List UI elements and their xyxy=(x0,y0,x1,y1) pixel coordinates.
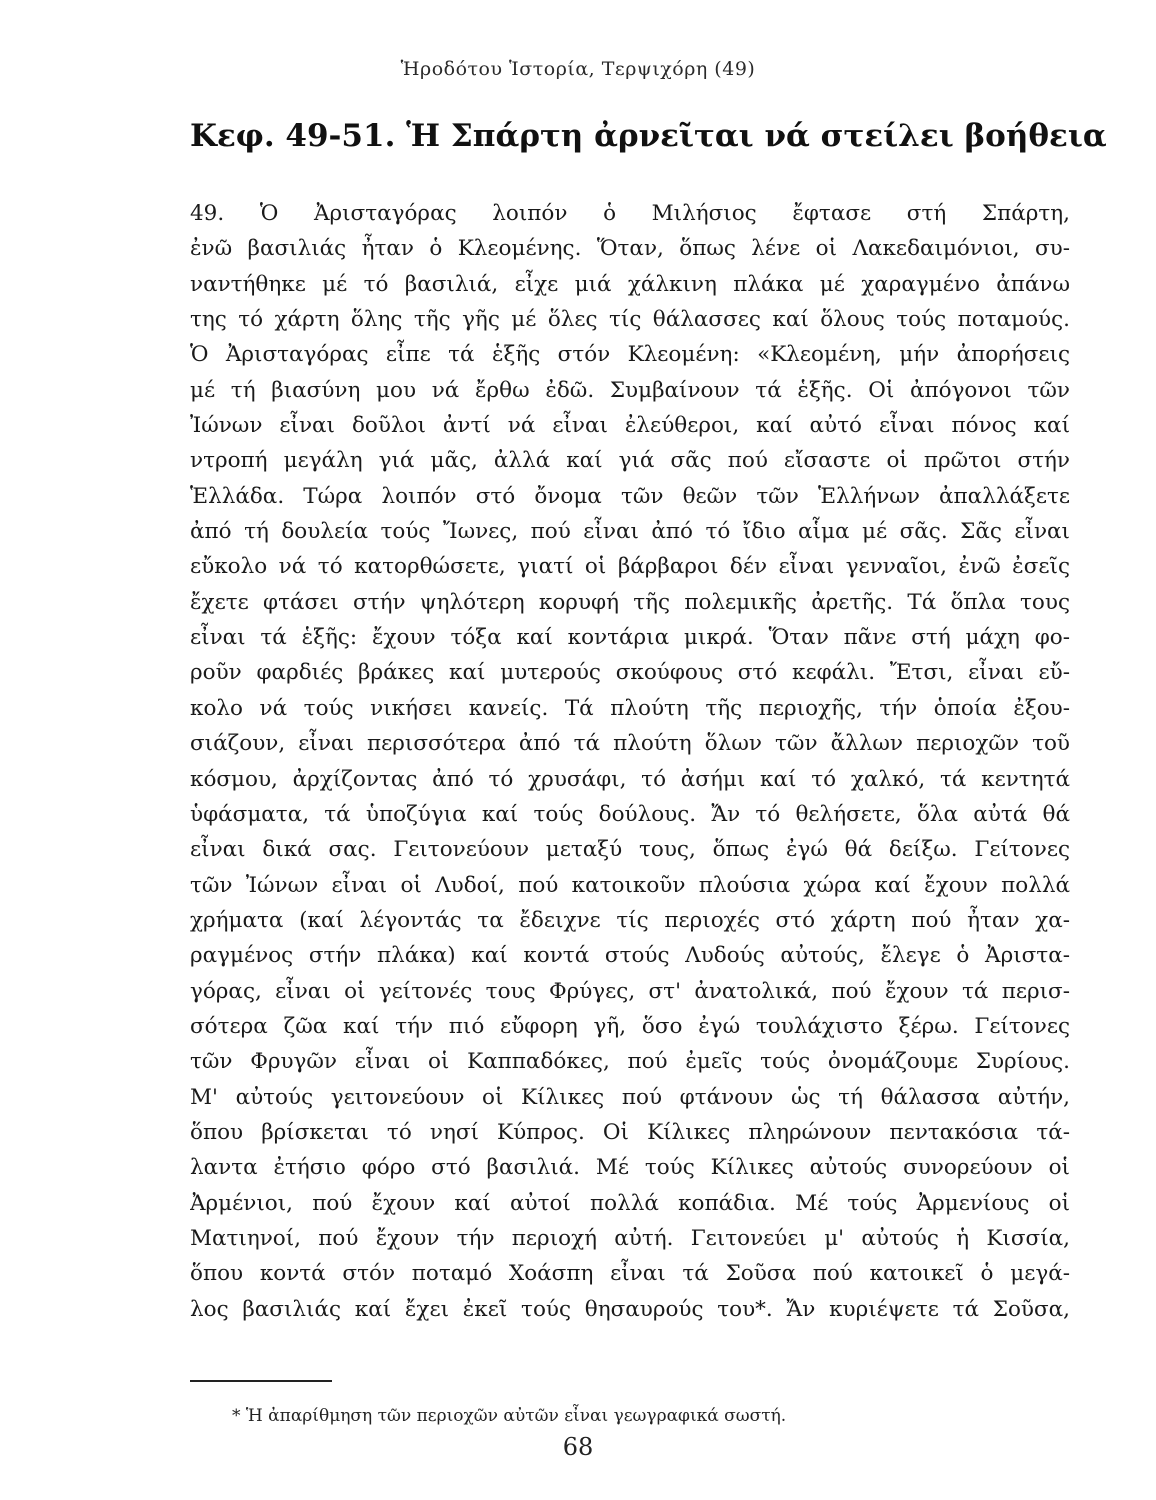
body-text xyxy=(190,196,1070,1327)
text-line: Ἀρμένιοι, πού ἔχουν καί αὐτοί πολλά κοπάδια. Μέ τούς Ἀρμενίους οἱ xyxy=(190,1190,1070,1216)
text-line: 49. Ὁ Ἀρισταγόρας λοιπόν ὁ Μιλήσιος ἔφτασε στή Σπάρτη, xyxy=(190,201,1070,226)
text-line: της τό χάρτη ὅλης τῆς γῆς μέ ὅλες τίς θάλασσες καί ὅλους τούς ποταμούς. xyxy=(190,307,1070,333)
text-line: λος βασιλιάς καί ἔχει ἐκεῖ τούς θησαυρούς του*. Ἄν κυριέψετε τά Σοῦσα, xyxy=(190,1296,1070,1322)
text-line: ἔχετε φτάσει στήν ψηλότερη κορυφή τῆς πολεμικῆς ἀρετῆς. Τά ὅπλα τους xyxy=(190,589,1070,615)
text-line: Ἑλλάδα. Τώρα λοιπόν στό ὄνομα τῶν θεῶν τῶν Ἑλλήνων ἀπαλλάξετε xyxy=(190,483,1070,509)
text-line: τῶν Ἰώνων εἶναι οἱ Λυδοί, πού κατοικοῦν πλούσια χώρα καί ἔχουν πολλά xyxy=(190,872,1070,898)
text-line: σιάζουν, εἶναι περισσότερα ἀπό τά πλούτη ὅλων τῶν ἄλλων περιοχῶν τοῦ xyxy=(190,731,1070,757)
text-line: μέ τή βιασύνη μου νά ἔρθω ἐδῶ. Συμβαίνουν τά ἑξῆς. Οἱ ἀπόγονοι τῶν xyxy=(190,377,1070,403)
text-line: ροῦν φαρδιές βράκες καί μυτερούς σκούφους στό κεφάλι. Ἔτσι, εἶναι εὔ- xyxy=(190,660,1070,686)
text-line: σότερα ζῶα καί τήν πιό εὔφορη γῆ, ὅσο ἐγώ τουλάχιστο ξέρω. Γείτονες xyxy=(190,1013,1070,1039)
chapter-title: Κεφ. 49-51. Ἡ Σπάρτη ἀρνεῖται νά στείλει βοήθεια xyxy=(190,118,1107,154)
text-line: ναντήθηκε μέ τό βασιλιά, εἶχε μιά χάλκινη πλάκα μέ χαραγμένο ἀπάνω xyxy=(190,271,1070,297)
text-line: ραγμένος στήν πλάκα) καί κοντά στούς Λυδούς αὐτούς, ἔλεγε ὁ Ἀριστα- xyxy=(190,943,1070,969)
text-line: ἐνῶ βασιλιάς ἦταν ὁ Κλεομένης. Ὅταν, ὅπως λένε οἱ Λακεδαιμόνιοι, συ- xyxy=(190,236,1070,262)
text-line: λαντα ἐτήσιο φόρο στό βασιλιά. Μέ τούς Κίλικες αὐτούς συνορεύουν οἱ xyxy=(190,1155,1070,1181)
text-line: ὅπου βρίσκεται τό νησί Κύπρος. Οἱ Κίλικες πληρώνουν πεντακόσια τά- xyxy=(190,1119,1070,1145)
text-line: χρήματα (καί λέγοντάς τα ἔδειχνε τίς περιοχές στό χάρτη πού ἦταν χα- xyxy=(190,907,1070,933)
text-line: γόρας, εἶναι οἱ γείτονές τους Φρύγες, στ' ἀνατολικά, πού ἔχουν τά περισ- xyxy=(190,978,1070,1004)
footnote-rule xyxy=(190,1380,332,1382)
text-line: ὅπου κοντά στόν ποταμό Χοάσπη εἶναι τά Σοῦσα πού κατοικεῖ ὁ μεγά- xyxy=(190,1261,1070,1287)
text-line: Ματιηνοί, πού ἔχουν τήν περιοχή αὐτή. Γειτονεύει μ' αὐτούς ἡ Κισσία, xyxy=(190,1225,1070,1251)
text-line: Μ' αὐτούς γειτονεύουν οἱ Κίλικες πού φτάνουν ὡς τή θάλασσα αὐτήν, xyxy=(190,1084,1070,1110)
text-line: Ἰώνων εἶναι δοῦλοι ἀντί νά εἶναι ἐλεύθεροι, καί αὐτό εἶναι πόνος καί xyxy=(190,413,1070,439)
footnote: * Ἡ ἀπαρίθμηση τῶν περιοχῶν αὐτῶν εἶναι γεωγραφικά σωστή. xyxy=(232,1406,787,1426)
text-line: ἀπό τή δουλεία τούς Ἴωνες, πού εἶναι ἀπό τό ἴδιο αἷμα μέ σᾶς. Σᾶς εἶναι xyxy=(190,519,1070,545)
text-line: ντροπή μεγάλη γιά μᾶς, ἀλλά καί γιά σᾶς πού εἴσαστε οἱ πρῶτοι στήν xyxy=(190,448,1070,474)
text-line: κολο νά τούς νικήσει κανείς. Τά πλούτη τῆς περιοχῆς, τήν ὁποία ἐξου- xyxy=(190,695,1070,721)
text-line: Ὁ Ἀρισταγόρας εἶπε τά ἑξῆς στόν Κλεομένη: «Κλεομένη, μήν ἀπορήσεις xyxy=(190,342,1070,368)
text-line: τῶν Φρυγῶν εἶναι οἱ Καππαδόκες, πού ἐμεῖς τούς ὀνομάζουμε Συρίους. xyxy=(190,1049,1070,1075)
text-line: εὔκολο νά τό κατορθώσετε, γιατί οἱ βάρβαροι δέν εἶναι γενναῖοι, ἐνῶ ἐσεῖς xyxy=(190,554,1070,580)
text-line: ὑφάσματα, τά ὑποζύγια καί τούς δούλους. Ἄν τό θελήσετε, ὅλα αὐτά θά xyxy=(190,801,1070,827)
text-line: εἶναι τά ἑξῆς: ἔχουν τόξα καί κοντάρια μικρά. Ὅταν πᾶνε στή μάχη φο- xyxy=(190,625,1070,651)
text-line: κόσμου, ἀρχίζοντας ἀπό τό χρυσάφι, τό ἀσήμι καί τό χαλκό, τά κεντητά xyxy=(190,766,1070,792)
page-number: 68 xyxy=(562,1433,594,1461)
running-head: Ἡροδότου Ἱστορία, Τερψιχόρη (49) xyxy=(400,58,756,80)
text-line: εἶναι δικά σας. Γειτονεύουν μεταξύ τους, ὅπως ἐγώ θά δείξω. Γείτονες xyxy=(190,837,1070,863)
